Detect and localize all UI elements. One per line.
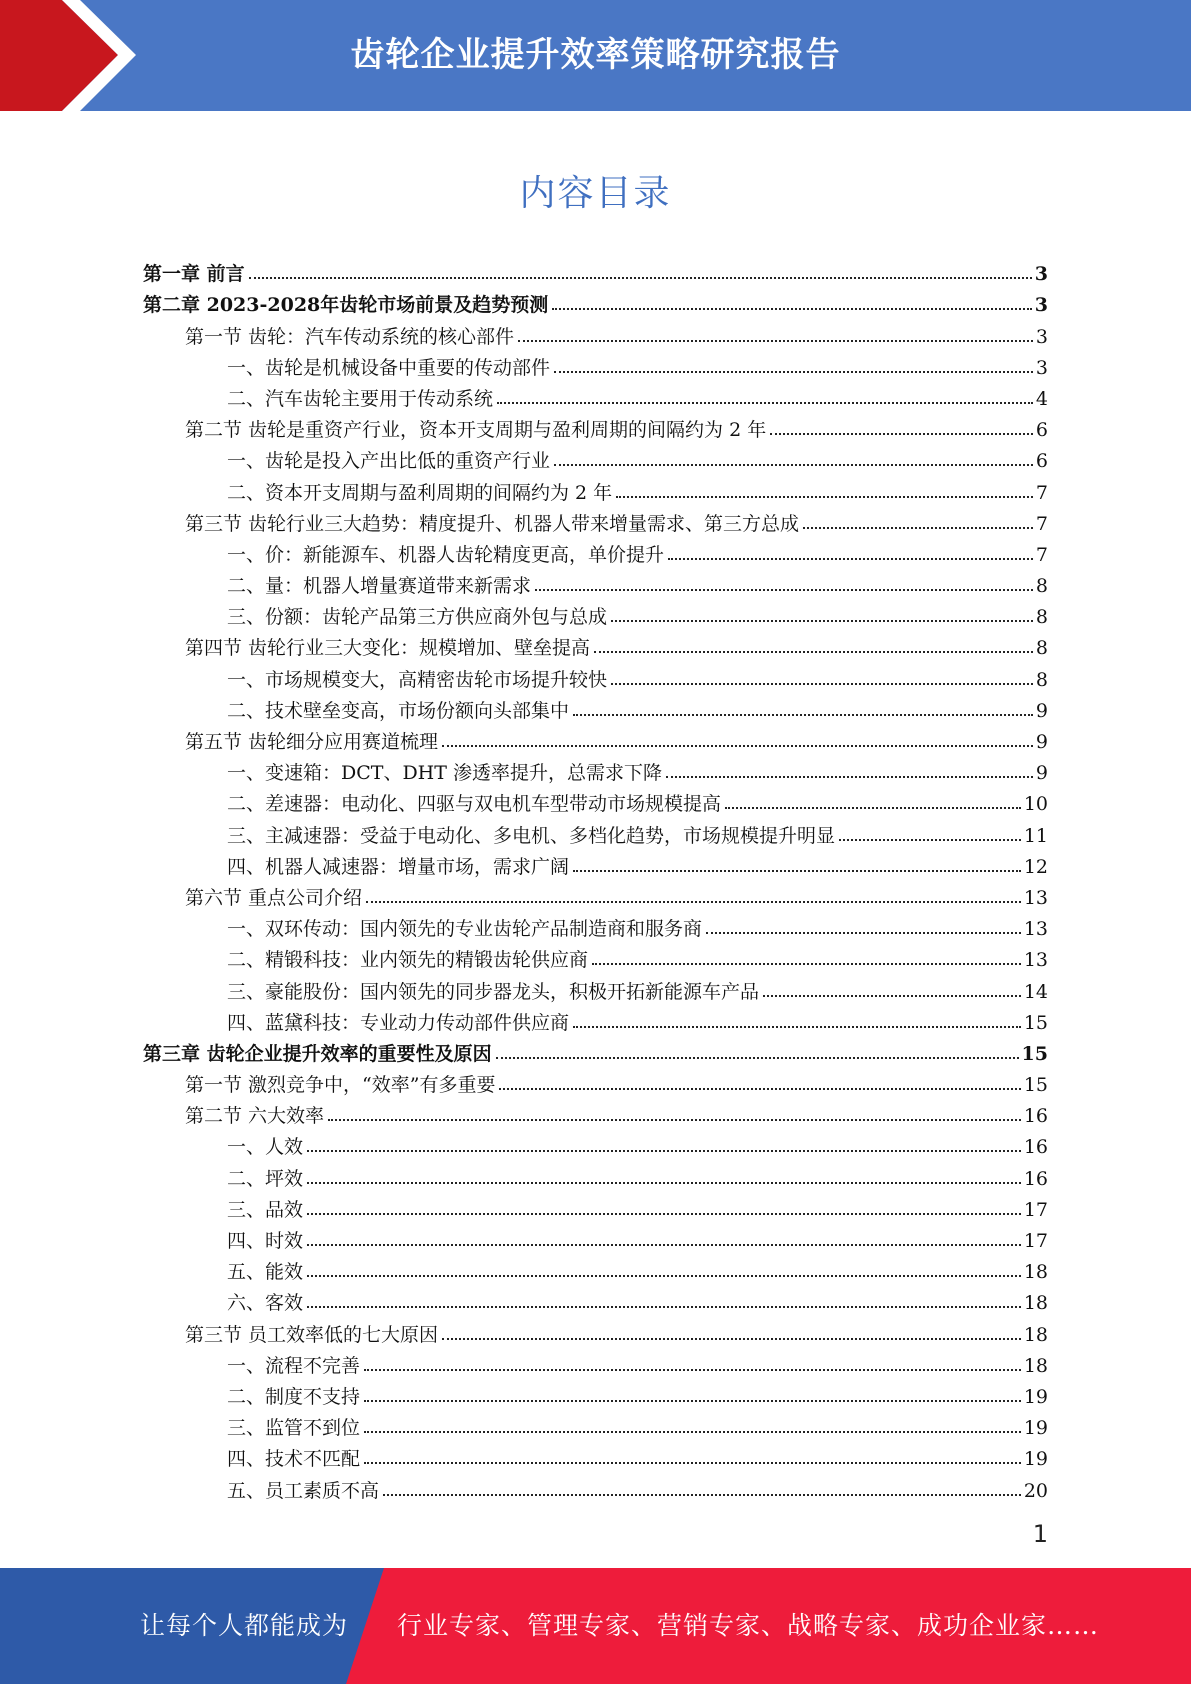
toc-entry-label: 第二节 六大效率 bbox=[185, 1105, 325, 1128]
toc-entry-page: 17 bbox=[1023, 1198, 1048, 1221]
toc-entry-page: 20 bbox=[1023, 1479, 1048, 1502]
dot-leader bbox=[364, 1431, 1021, 1433]
toc-entry[interactable] bbox=[143, 878, 1048, 909]
dot-leader bbox=[552, 308, 1032, 310]
toc-entry[interactable] bbox=[143, 940, 1048, 971]
toc-entry-page: 15 bbox=[1023, 1074, 1048, 1097]
toc-entry-page: 6 bbox=[1035, 450, 1048, 473]
toc-entry-label: 三、份额：齿轮产品第三方供应商外包与总成 bbox=[227, 606, 608, 629]
toc-entry-page: 8 bbox=[1035, 637, 1048, 660]
dot-leader bbox=[364, 1400, 1021, 1402]
dot-leader bbox=[307, 1150, 1021, 1152]
toc-entry-page: 8 bbox=[1035, 606, 1048, 629]
dot-leader bbox=[249, 277, 1032, 279]
toc-entry-label: 五、员工素质不高 bbox=[227, 1479, 380, 1502]
toc-entry[interactable] bbox=[143, 1252, 1048, 1283]
toc-entry-label: 一、齿轮是投入产出比低的重资产行业 bbox=[227, 450, 551, 473]
toc-entry-page: 18 bbox=[1023, 1354, 1048, 1377]
toc-entry-page: 19 bbox=[1023, 1385, 1048, 1408]
toc-entry[interactable] bbox=[143, 971, 1048, 1002]
toc-entry[interactable] bbox=[143, 847, 1048, 878]
toc-entry-label: 一、流程不完善 bbox=[227, 1354, 361, 1377]
toc-entry-page: 7 bbox=[1035, 481, 1048, 504]
dot-leader bbox=[496, 1057, 1019, 1059]
toc-entry-label: 第一章 前言 bbox=[143, 263, 245, 286]
toc-entry[interactable] bbox=[143, 441, 1048, 472]
toc-entry-page: 3 bbox=[1035, 356, 1048, 379]
toc-entry-label: 第二章 2023-2028年齿轮市场前景及趋势预测 bbox=[143, 294, 549, 317]
toc-entry-label: 第三节 齿轮行业三大趋势：精度提升、机器人带来增量需求、第三方总成 bbox=[185, 512, 800, 535]
dot-leader bbox=[442, 745, 1033, 747]
toc-entry[interactable] bbox=[143, 628, 1048, 659]
toc-entry[interactable] bbox=[143, 410, 1048, 441]
toc-entry-page: 3 bbox=[1034, 294, 1048, 317]
dot-leader bbox=[364, 1462, 1021, 1464]
toc-entry-label: 二、量：机器人增量赛道带来新需求 bbox=[227, 575, 532, 598]
toc-entry[interactable] bbox=[143, 1221, 1048, 1252]
toc-entry-page: 18 bbox=[1023, 1261, 1048, 1284]
toc-entry-page: 18 bbox=[1023, 1292, 1048, 1315]
toc-entry-label: 第五节 齿轮细分应用赛道梳理 bbox=[185, 731, 439, 753]
toc-entry[interactable] bbox=[143, 1034, 1048, 1065]
toc-entry[interactable] bbox=[143, 1003, 1048, 1034]
toc-entry-page: 16 bbox=[1023, 1105, 1048, 1128]
toc-entry-label: 二、资本开支周期与盈利周期的间隔约为 2 年 bbox=[227, 481, 613, 504]
dot-leader bbox=[554, 371, 1033, 373]
dot-leader bbox=[666, 776, 1033, 778]
toc-entry-page: 7 bbox=[1035, 543, 1048, 566]
dot-leader bbox=[307, 1306, 1021, 1308]
footer-slogan-right: 行业专家、管理专家、营销专家、战略专家、成功企业家…… bbox=[397, 1611, 1100, 1640]
toc-entry-page: 17 bbox=[1023, 1230, 1048, 1252]
toc-entry-label: 一、价：新能源车、机器人齿轮精度更高，单价提升 bbox=[227, 543, 665, 566]
dot-leader bbox=[573, 714, 1033, 716]
dot-leader bbox=[364, 1369, 1021, 1371]
toc-entry-page: 3 bbox=[1034, 263, 1048, 286]
toc-entry-page: 9 bbox=[1035, 762, 1048, 785]
dot-leader bbox=[611, 683, 1033, 685]
toc-entry[interactable] bbox=[143, 815, 1048, 846]
dot-leader bbox=[307, 1213, 1021, 1215]
toc-entry-label: 二、差速器：电动化、四驱与双电机车型带动市场规模提高 bbox=[227, 793, 722, 816]
toc-entry[interactable] bbox=[143, 1439, 1048, 1470]
dot-leader bbox=[383, 1494, 1021, 1496]
toc-entry-page: 11 bbox=[1023, 824, 1048, 847]
toc-entry[interactable] bbox=[143, 379, 1048, 410]
dot-leader bbox=[668, 558, 1033, 560]
toc-entry[interactable] bbox=[143, 1127, 1048, 1158]
toc-entry-page: 19 bbox=[1023, 1448, 1048, 1471]
toc-entry-page: 9 bbox=[1035, 731, 1048, 753]
toc-entry-label: 六、客效 bbox=[227, 1292, 304, 1315]
toc-entry-label: 三、主减速器：受益于电动化、多电机、多档化趋势，市场规模提升明显 bbox=[227, 824, 836, 847]
toc-entry-page: 8 bbox=[1035, 575, 1048, 598]
dot-leader bbox=[803, 527, 1033, 529]
page-number: 1 bbox=[1032, 1520, 1048, 1548]
toc-entry-page: 12 bbox=[1023, 855, 1048, 878]
toc-entry-page: 19 bbox=[1023, 1417, 1048, 1440]
dot-leader bbox=[442, 1338, 1021, 1340]
toc-entry[interactable] bbox=[143, 1158, 1048, 1189]
toc-entry[interactable] bbox=[143, 1065, 1048, 1096]
toc-entry-page: 4 bbox=[1035, 387, 1048, 410]
dot-leader bbox=[706, 932, 1021, 934]
toc-entry-page: 14 bbox=[1023, 980, 1048, 1003]
toc-entry-label: 第三章 齿轮企业提升效率的重要性及原因 bbox=[143, 1042, 492, 1065]
toc-entry-label: 一、市场规模变大，高精密齿轮市场提升较快 bbox=[227, 668, 608, 691]
toc-entry[interactable] bbox=[143, 535, 1048, 566]
toc-entry[interactable] bbox=[143, 1470, 1048, 1501]
dot-leader bbox=[616, 496, 1033, 498]
report-title: 齿轮企业提升效率策略研究报告 bbox=[350, 35, 841, 75]
footer-slogan-left: 让每个人都能成为 bbox=[140, 1611, 349, 1640]
toc-heading: 内容目录 bbox=[519, 173, 672, 214]
dot-leader bbox=[592, 963, 1021, 965]
toc-entry-label: 二、汽车齿轮主要用于传动系统 bbox=[227, 387, 494, 410]
toc-entry[interactable] bbox=[143, 504, 1048, 535]
dot-leader bbox=[307, 1244, 1021, 1246]
toc-entry-label: 三、豪能股份：国内领先的同步器龙头，积极开拓新能源车产品 bbox=[227, 980, 760, 1003]
dot-leader bbox=[725, 807, 1021, 809]
toc-entry[interactable] bbox=[143, 348, 1048, 379]
toc-entry[interactable] bbox=[143, 659, 1048, 690]
toc-entry-label: 第六节 重点公司介绍 bbox=[185, 886, 363, 909]
toc-entry-label: 二、技术壁垒变高，市场份额向头部集中 bbox=[227, 699, 570, 722]
dot-leader bbox=[763, 995, 1021, 997]
dot-leader bbox=[573, 870, 1021, 872]
toc-entry-label: 一、双环传动：国内领先的专业齿轮产品制造商和服务商 bbox=[227, 918, 703, 941]
toc-entry-page: 7 bbox=[1035, 512, 1048, 535]
toc-entry-label: 第三节 员工效率低的七大原因 bbox=[185, 1323, 439, 1346]
toc-entry[interactable] bbox=[143, 597, 1048, 628]
dot-leader bbox=[839, 839, 1021, 841]
toc-entry[interactable] bbox=[143, 254, 1048, 285]
header-banner bbox=[0, 0, 1191, 111]
toc-entry-page: 15 bbox=[1023, 1011, 1048, 1034]
toc-entry-label: 四、时效 bbox=[227, 1230, 304, 1252]
dot-leader bbox=[554, 464, 1033, 466]
toc-entry-label: 二、坪效 bbox=[227, 1167, 304, 1190]
toc-entry-label: 三、监管不到位 bbox=[227, 1417, 361, 1440]
dot-leader bbox=[366, 901, 1021, 903]
toc-entry[interactable] bbox=[143, 1346, 1048, 1377]
toc-entry-page: 15 bbox=[1021, 1042, 1048, 1065]
toc-entry-label: 第一节 激烈竞争中，“效率”有多重要 bbox=[185, 1074, 496, 1097]
toc-entry[interactable] bbox=[143, 1377, 1048, 1408]
toc-entry-label: 一、人效 bbox=[227, 1136, 304, 1159]
toc-entry-page: 8 bbox=[1035, 668, 1048, 691]
toc-entry[interactable] bbox=[143, 566, 1048, 597]
dot-leader bbox=[770, 433, 1033, 435]
toc-entry-page: 6 bbox=[1035, 419, 1048, 442]
toc-entry-page: 13 bbox=[1023, 918, 1048, 941]
dot-leader bbox=[307, 1275, 1021, 1277]
dot-leader bbox=[307, 1182, 1021, 1184]
toc-entry[interactable] bbox=[143, 1096, 1048, 1127]
toc-entry-label: 一、齿轮是机械设备中重要的传动部件 bbox=[227, 356, 551, 379]
toc-entry-page: 16 bbox=[1023, 1136, 1048, 1159]
toc-entry-page: 16 bbox=[1023, 1167, 1048, 1190]
dot-leader bbox=[518, 340, 1033, 342]
toc-entry[interactable] bbox=[143, 1283, 1048, 1314]
table-of-contents bbox=[143, 254, 1048, 1502]
toc-entry-label: 四、技术不匹配 bbox=[227, 1448, 361, 1471]
toc-entry-label: 二、制度不支持 bbox=[227, 1385, 361, 1408]
toc-entry[interactable] bbox=[143, 1314, 1048, 1345]
toc-entry-label: 第一节 齿轮：汽车传动系统的核心部件 bbox=[185, 325, 515, 348]
toc-entry[interactable] bbox=[143, 909, 1048, 940]
toc-entry-label: 第四节 齿轮行业三大变化：规模增加、壁垒提高 bbox=[185, 637, 591, 660]
toc-entry[interactable] bbox=[143, 1190, 1048, 1221]
toc-entry-page: 18 bbox=[1023, 1323, 1048, 1346]
dot-leader bbox=[499, 1088, 1020, 1090]
toc-entry-page: 9 bbox=[1035, 699, 1048, 722]
toc-entry[interactable] bbox=[143, 784, 1048, 815]
toc-entry-page: 10 bbox=[1023, 793, 1048, 816]
toc-entry-page: 13 bbox=[1023, 949, 1048, 972]
toc-entry[interactable] bbox=[143, 753, 1048, 784]
toc-entry-label: 二、精锻科技：业内领先的精锻齿轮供应商 bbox=[227, 949, 589, 972]
toc-entry[interactable] bbox=[143, 472, 1048, 503]
toc-entry[interactable] bbox=[143, 1408, 1048, 1439]
toc-entry-page: 13 bbox=[1023, 886, 1048, 909]
dot-leader bbox=[497, 402, 1033, 404]
dot-leader bbox=[611, 620, 1033, 622]
toc-entry-label: 五、能效 bbox=[227, 1261, 304, 1284]
toc-entry-label: 四、机器人减速器：增量市场，需求广阔 bbox=[227, 855, 570, 878]
toc-entry[interactable] bbox=[143, 691, 1048, 722]
toc-entry-label: 三、品效 bbox=[227, 1198, 304, 1221]
toc-entry-label: 四、蓝黛科技：专业动力传动部件供应商 bbox=[227, 1011, 570, 1034]
footer-banner bbox=[0, 1568, 1191, 1684]
toc-entry-label: 第二节 齿轮是重资产行业，资本开支周期与盈利周期的间隔约为 2 年 bbox=[185, 419, 767, 442]
toc-entry[interactable] bbox=[143, 285, 1048, 316]
toc-entry[interactable] bbox=[143, 722, 1048, 753]
dot-leader bbox=[328, 1119, 1021, 1121]
dot-leader bbox=[594, 651, 1033, 653]
toc-entry-label: 一、变速箱：DCT、DHT 渗透率提升，总需求下降 bbox=[227, 762, 662, 785]
dot-leader bbox=[535, 589, 1033, 591]
dot-leader bbox=[573, 1026, 1021, 1028]
toc-entry[interactable] bbox=[143, 316, 1048, 347]
toc-entry-page: 3 bbox=[1035, 325, 1048, 348]
